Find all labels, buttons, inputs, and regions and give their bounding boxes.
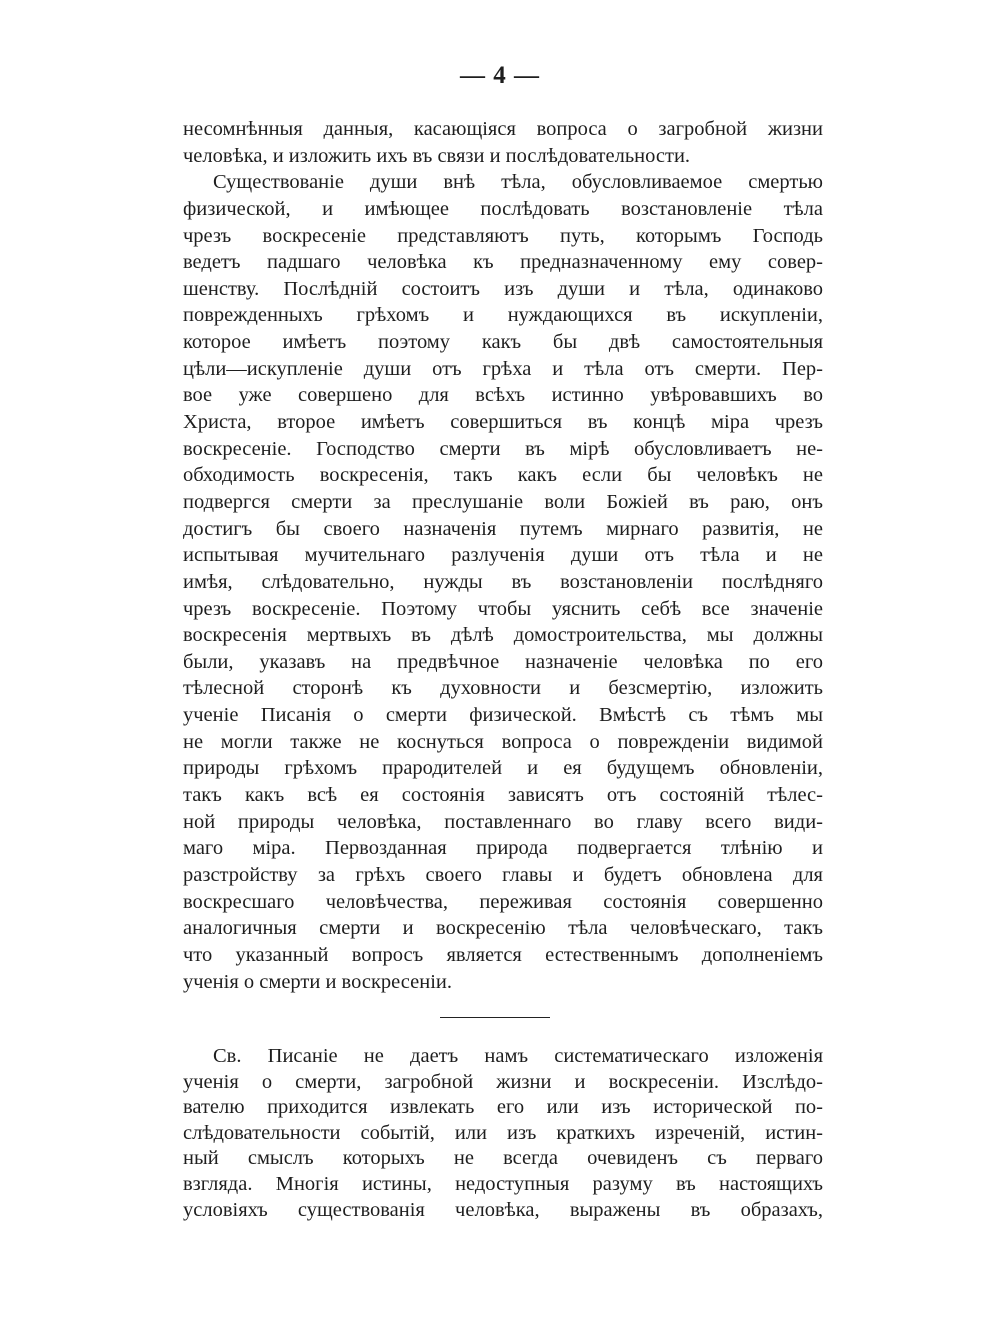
text-line: имѣя, слѣдовательно, нужды въ возстановленіи послѣдняго — [183, 570, 823, 593]
text-line: воскресшаго человѣчества, переживая состоянія совершенно — [183, 890, 823, 913]
text-line: Существованіе души внѣ тѣла, обусловливаемое смертью — [213, 171, 823, 194]
text-line: тѣлесной сторонѣ къ духовности и безсмертію, изложить — [183, 677, 823, 700]
text-line: воскресеніе. Господство смерти въ мірѣ обусловливаетъ не- — [183, 437, 823, 460]
text-line: что указанный вопросъ является естественнымъ дополненіемъ — [183, 943, 823, 966]
paragraph — [183, 116, 823, 169]
text-block-main — [183, 116, 823, 995]
text-line: вое уже совершено для всѣхъ истинно увѣровавшихъ во — [183, 384, 823, 407]
paragraph — [183, 1044, 823, 1223]
text-line: такъ какъ всѣ ея состоянія зависятъ отъ состояній тѣлес- — [183, 784, 823, 807]
text-line: человѣка, и изложить ихъ въ связи и послѣдовательности. — [183, 144, 691, 167]
text-line: взгляда. Многія истины, недоступныя разуму въ настоящихъ — [183, 1172, 823, 1195]
text-line: цѣли—искупленіе души отъ грѣха и тѣла отъ смерти. Пер- — [183, 357, 823, 380]
text-line: разстройству за грѣхъ своего главы и будетъ обновлена для — [183, 863, 823, 886]
text-line: несомнѣнныя данныя, касающіяся вопроса о загробной жизни — [183, 118, 823, 140]
text-line: вателю приходится извлекать его или изъ исторической по- — [183, 1096, 823, 1119]
text-line: воскресенія мертвыхъ въ дѣлѣ домостроительства, мы должны — [183, 624, 823, 647]
text-line: шенству. Послѣдній состоитъ изъ души и тѣла, одинаково — [183, 277, 823, 300]
text-line: природы грѣхомъ прародителей и ея будущемъ обновленіи, — [183, 757, 823, 780]
text-line: маго міра. Первозданная природа подвергается тлѣнію и — [183, 837, 823, 860]
text-line: ученіе Писанія о смерти физической. Вмѣстѣ съ тѣмъ мы — [183, 704, 823, 727]
text-line: ведетъ падшаго человѣка къ предназначенному ему совер- — [183, 251, 823, 274]
paragraph — [183, 169, 823, 995]
page-number: — 4 — — [460, 62, 540, 89]
text-line: аналогичныя смерти и воскресенію тѣла человѣческаго, такъ — [183, 917, 823, 940]
text-line: ный смыслъ которыхъ не всегда очевиденъ съ перваго — [183, 1147, 823, 1170]
text-line: физической, и имѣющее послѣдовать возстановленіе тѣла — [183, 197, 823, 220]
text-line: ной природы человѣка, поставленнаго во главу всего види- — [183, 810, 823, 833]
text-line: испытывая мучительнаго разлученія души отъ тѣла и не — [183, 544, 823, 567]
text-line: не могли также не коснуться вопроса о поврежденіи видимой — [183, 730, 823, 753]
text-line: слѣдовательности событій, или изъ краткихъ изреченій, истин- — [183, 1121, 823, 1144]
text-block-continued — [183, 1044, 823, 1223]
text-line: поврежденныхъ грѣхомъ и нуждающихся въ искупленіи, — [183, 304, 823, 327]
text-line: которое имѣетъ поэтому какъ бы двѣ самостоятельныя — [183, 331, 823, 354]
text-line: Св. Писаніе не даетъ намъ систематическаго изложенія — [213, 1045, 823, 1067]
section-divider — [440, 1017, 550, 1018]
text-line: условіяхъ существованія человѣка, выражены въ образахъ, — [183, 1198, 823, 1221]
text-line: подвергся смерти за преслушаніе воли Божіей въ раю, онъ — [183, 490, 823, 513]
text-line: были, указавъ на предвѣчное назначеніе человѣка по его — [183, 650, 823, 673]
text-line: Христа, второе имѣетъ совершиться въ концѣ міра чрезъ — [183, 411, 823, 434]
text-line: ученія о смерти и воскресеніи. — [183, 970, 452, 993]
text-line: ученія о смерти, загробной жизни и воскресеніи. Изслѣдо- — [183, 1070, 823, 1093]
text-line: чрезъ воскресеніе представляютъ путь, которымъ Господь — [183, 224, 823, 247]
text-line: чрезъ воскресеніе. Поэтому чтобы уяснить себѣ все значеніе — [183, 597, 823, 620]
text-line: достигъ бы своего назначенія путемъ мирнаго развитія, не — [183, 517, 823, 540]
text-line: обходимость воскресенія, такъ какъ если бы человѣкъ не — [183, 464, 823, 487]
